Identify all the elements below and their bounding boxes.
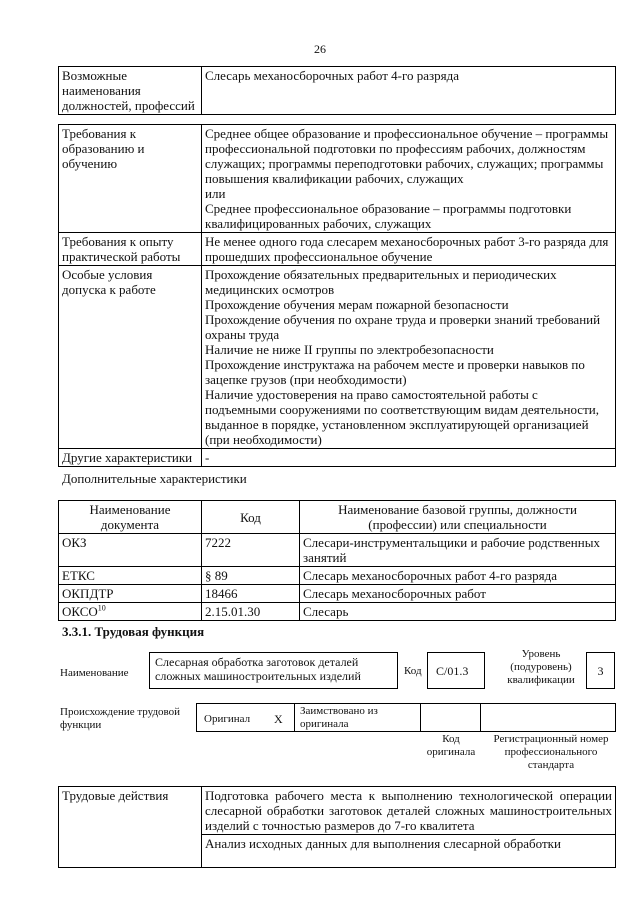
table-row — [59, 534, 616, 567]
table-row — [59, 603, 616, 621]
additional-header-row — [59, 501, 616, 534]
doc-cell — [59, 603, 202, 621]
experience-label: Требования к опыту практической работы — [59, 233, 202, 266]
name-cell: Слесари-инструментальщики и рабочие родственных занятий — [300, 534, 616, 567]
other-value: - — [202, 449, 616, 467]
origin-divider — [480, 704, 481, 731]
positions-table — [58, 66, 616, 115]
function-code-value: С/01.3 — [436, 664, 469, 678]
actions-table — [58, 786, 616, 868]
requirements-row-experience — [59, 233, 616, 266]
experience-value — [202, 233, 616, 266]
level-box — [586, 652, 615, 689]
level-value: 3 — [597, 664, 604, 678]
education-label: Требования к образованию и обучению — [59, 125, 202, 233]
education-line: Среднее профессиональное образование – программы подготовки квалифицированных рабочих, служащих — [205, 201, 572, 231]
name-cell: Слесарь — [300, 603, 616, 621]
experience-line: Не менее одного года слесарем механосборочных работ 3-го разряда для прошедших профессиональное обучение — [205, 234, 609, 264]
code-cell: 7222 — [202, 534, 300, 567]
name-cell: Слесарь механосборочных работ — [300, 585, 616, 603]
origin-row — [196, 703, 616, 732]
header-name: Наименование базовой группы, должности (профессии) или специальности — [300, 501, 616, 534]
function-code-box — [427, 652, 485, 689]
admission-line: Наличие удостоверения на право самостоятельной работы с подъемными сооружениями по соответствующим видам деятельности, выданное в порядке, установленном эксплуатирующей организацией (при необходимости) — [205, 387, 599, 447]
table-row — [59, 585, 616, 603]
reg-number-caption: Регистрационный номер профессионального стандарта — [493, 733, 609, 771]
requirements-row-education — [59, 125, 616, 233]
function-name-box — [149, 652, 398, 689]
original-mark: X — [274, 712, 283, 726]
education-value — [202, 125, 616, 233]
admission-line: Наличие не ниже II группы по электробезопасности — [205, 342, 494, 357]
doc-text: ОКСО — [62, 604, 98, 619]
admission-line: Прохождение инструктажа на рабочем месте и проверки навыков по зацепке грузов (при необходимости) — [205, 357, 585, 387]
action-item: Анализ исходных данных для выполнения слесарной обработки — [202, 835, 616, 868]
origin-divider — [420, 704, 421, 731]
requirements-table — [58, 124, 616, 467]
actions-label: Трудовые действия — [59, 787, 202, 868]
footnote-ref: 10 — [97, 603, 106, 613]
admission-line: Прохождение обучения по охране труда и проверки знаний требований охраны труда — [205, 312, 601, 342]
orig-code-caption: Код оригинала — [426, 733, 476, 758]
doc-cell: ЕТКС — [59, 567, 202, 585]
header-code: Код — [202, 501, 300, 534]
code-cell: 2.15.01.30 — [202, 603, 300, 621]
code-label: Код — [404, 665, 422, 677]
code-cell: § 89 — [202, 567, 300, 585]
positions-value: Слесарь механосборочных работ 4-го разряда — [202, 67, 616, 115]
education-line: или — [205, 186, 226, 201]
doc-cell: ОКЗ — [59, 534, 202, 567]
origin-divider — [294, 704, 295, 731]
page-number: 26 — [314, 42, 326, 56]
additional-title: Дополнительные характеристики — [62, 471, 247, 486]
admission-label: Особые условия допуска к работе — [59, 266, 202, 449]
table-row — [59, 567, 616, 585]
header-document: Наименование документа — [59, 501, 202, 534]
level-label: Уровень (подуровень) квалификации — [507, 648, 575, 686]
function-heading: 3.3.1. Трудовая функция — [62, 624, 205, 639]
admission-value — [202, 266, 616, 449]
function-name-value: Слесарная обработка заготовок деталей сложных машиностроительных изделий — [155, 655, 361, 683]
origin-label: Происхождение трудовой функции — [60, 706, 181, 731]
education-line: Среднее общее образование и профессиональное обучение – программы профессиональной подготовки по профессиям рабочих, должностям служащих; программы переподготовки рабочих, служащих; программы повышения квалификации рабочих, служащих — [205, 126, 609, 186]
requirements-row-admission — [59, 266, 616, 449]
action-item: Подготовка рабочего места к выполнению технологической операции слесарной обработки заготовок деталей сложных машиностроительных изделий с точностью размеров до 7-го квалитета — [202, 787, 616, 835]
doc-cell: ОКПДТР — [59, 585, 202, 603]
original-label: Оригинал — [204, 713, 251, 725]
other-label: Другие характеристики — [59, 449, 202, 467]
admission-line: Прохождение обязательных предварительных и периодических медицинских осмотров — [205, 267, 557, 297]
borrowed-label: Заимствовано из оригинала — [300, 705, 378, 730]
code-cell: 18466 — [202, 585, 300, 603]
requirements-row-other — [59, 449, 616, 467]
admission-line: Прохождение обучения мерам пожарной безопасности — [205, 297, 509, 312]
name-cell: Слесарь механосборочных работ 4-го разряда — [300, 567, 616, 585]
name-label: Наименование — [60, 667, 129, 679]
table-row — [59, 787, 616, 835]
positions-label: Возможные наименования должностей, профессий — [59, 67, 202, 115]
additional-table — [58, 500, 616, 621]
